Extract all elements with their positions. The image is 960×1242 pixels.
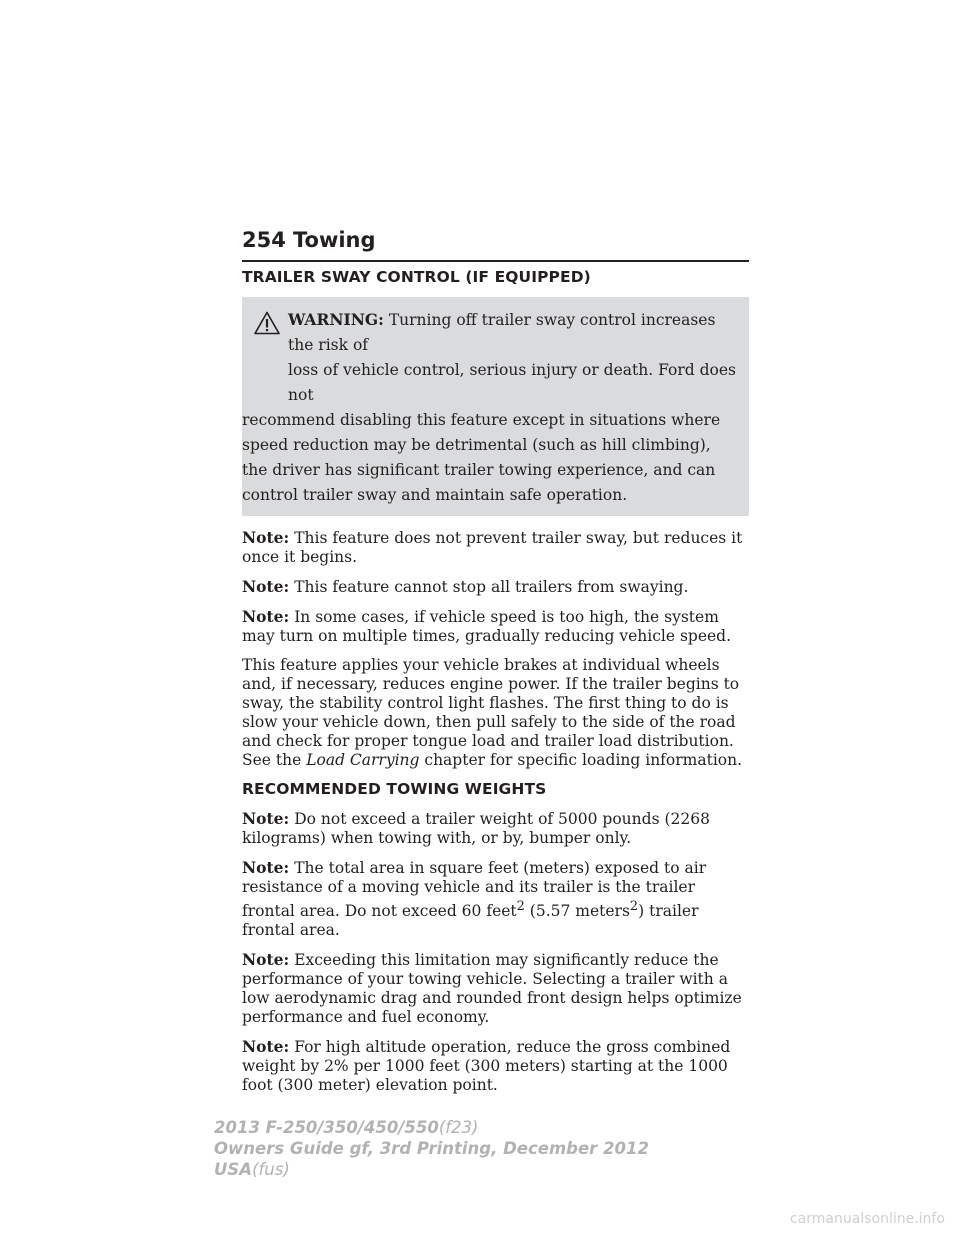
note-text: This feature cannot stop all trailers from swaying.	[294, 578, 689, 596]
warning-text-line-1: Turning off trailer sway control increases the risk of	[288, 311, 716, 354]
note-text: Do not exceed a trailer weight of 5000 pounds (2268 kilograms) when towing with, or by, bumper only.	[242, 810, 710, 847]
note-frontal-area	[242, 858, 749, 940]
superscript: 2	[516, 899, 525, 914]
note-text: The total area in square feet (meters) exposed to air resistance of a moving vehicle and its trailer is the trailer frontal area. Do not exceed 60 feet	[242, 859, 707, 921]
footer-line-1	[214, 1117, 649, 1138]
note-performance	[242, 950, 749, 1027]
warning-line-1	[242, 307, 741, 358]
warning-text-rest: recommend disabling this feature except in situations where speed reduction may be detrimental (such as hill climbing), the driver has significant trailer towing experience, and can control trailer sway and maintain safe operation.	[242, 411, 721, 504]
note-bumper-weight	[242, 809, 749, 848]
warning-label: WARNING:	[288, 310, 384, 329]
section-heading-trailer-sway: TRAILER SWAY CONTROL (IF EQUIPPED)	[242, 268, 591, 286]
sway-paragraph	[242, 656, 749, 770]
footer-model-code: (f23)	[438, 1118, 479, 1137]
footer-line-2: Owners Guide gf, 3rd Printing, December 2012	[214, 1139, 649, 1158]
superscript: 2	[629, 899, 639, 914]
footer-market: USA	[214, 1160, 253, 1179]
note-label: Note:	[242, 809, 290, 828]
note-label: Note:	[242, 950, 290, 970]
note-text: In some cases, if vehicle speed is too high, the system may turn on multiple times, gradually reducing vehicle speed.	[242, 608, 732, 645]
page-footer	[214, 1117, 649, 1180]
paragraph-text-end: chapter for specific loading information.	[419, 751, 743, 769]
note-label: Note:	[242, 607, 290, 626]
footer-market-code: (fus)	[252, 1160, 290, 1179]
note-cannot-stop	[242, 577, 749, 597]
note-label: Note:	[242, 858, 290, 877]
section-heading-towing-weights: RECOMMENDED TOWING WEIGHTS	[242, 780, 547, 798]
note-text: Exceeding this limitation may significantly reduce the performance of your towing vehicle. Selecting a trailer with a low aerodynamic drag and rounded front design helps optimize performance and fuel economy.	[242, 951, 742, 1027]
warning-box	[242, 297, 749, 516]
chapter-title: Towing	[293, 228, 376, 252]
note-speed	[242, 607, 749, 646]
page-number: 254	[242, 228, 286, 252]
warning-triangle-icon	[254, 311, 280, 335]
note-text: For high altitude operation, reduce the gross combined weight by 2% per 1000 feet (300 meters) starting at the 1000 foot (300 meter) elevation point.	[242, 1038, 731, 1095]
note-text: This feature does not prevent trailer sway, but reduces it once it begins.	[242, 529, 743, 566]
note-high-altitude	[242, 1037, 749, 1095]
warning-line-2: loss of vehicle control, serious injury or death. Ford does not	[288, 361, 736, 404]
note-sway-reduce	[242, 528, 749, 567]
chapter-reference: Load Carrying	[306, 751, 420, 769]
note-text: (5.57 meters	[524, 902, 630, 921]
note-text: ) trailer frontal area.	[242, 902, 699, 940]
watermark: carmanualsonline.info	[790, 1211, 945, 1227]
note-label: Note:	[242, 1037, 290, 1057]
paragraph-text: This feature applies your vehicle brakes at individual wheels and, if necessary, reduces engine power. If the trailer begins to sway, the stability control light flashes. The first thing to do is slow your vehicle down, then pull safely to the side of the road and check for proper tongue load and trailer load distribution. See the	[242, 656, 740, 769]
footer-line-3	[214, 1159, 649, 1180]
note-label: Note:	[242, 528, 290, 547]
footer-model: 2013 F-250/350/450/550	[214, 1118, 439, 1137]
note-label: Note:	[242, 577, 290, 596]
page-content	[242, 268, 749, 1105]
page-header	[242, 226, 749, 262]
